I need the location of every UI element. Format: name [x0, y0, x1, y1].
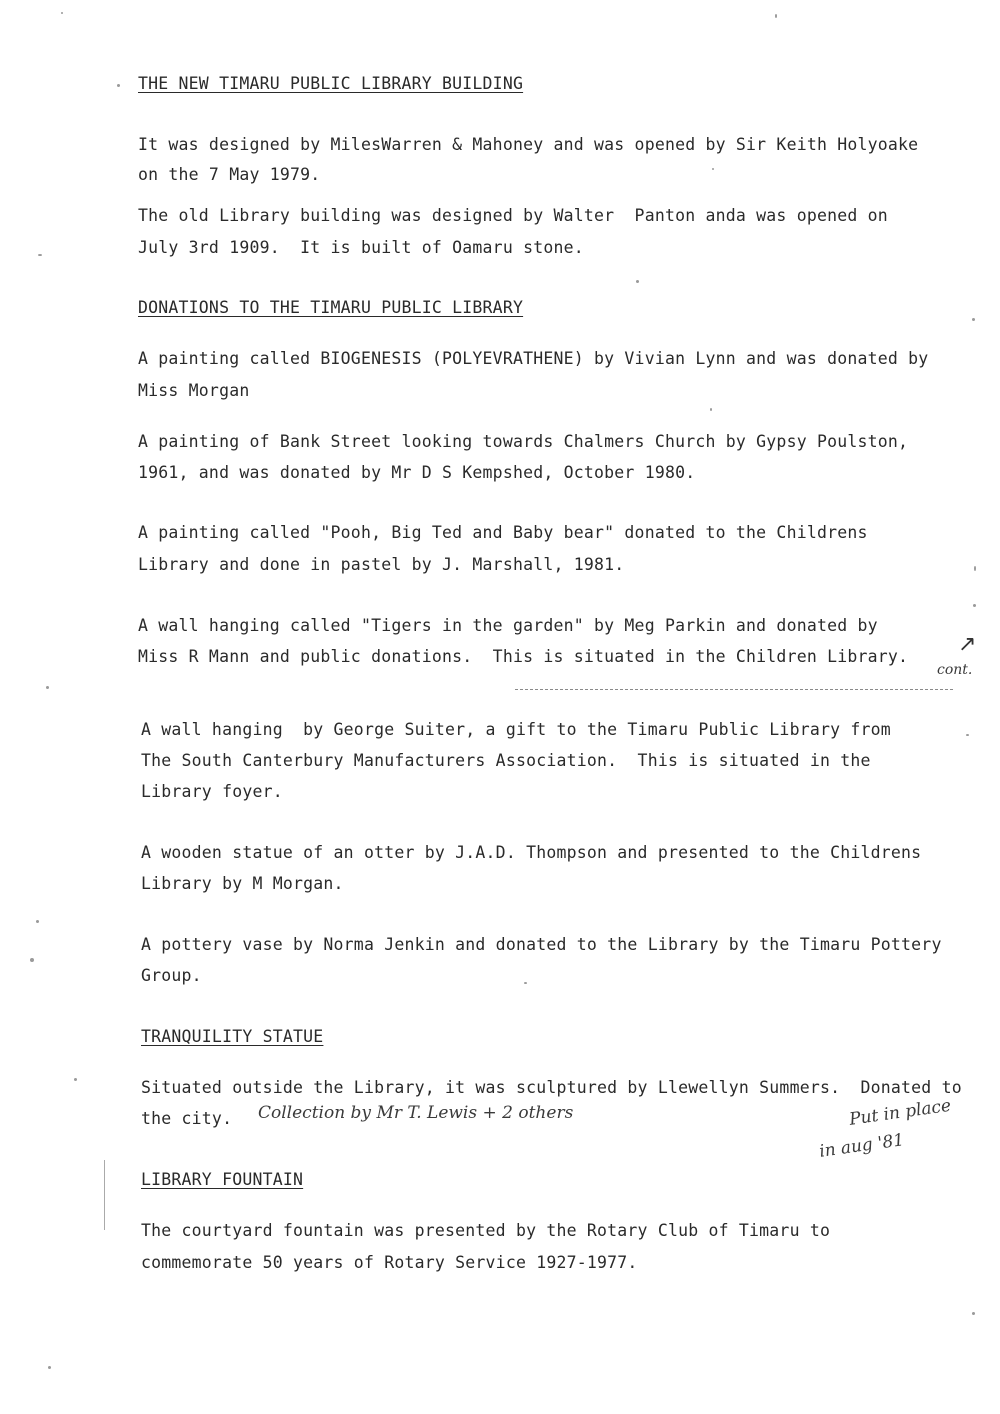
scan-speck	[30, 958, 34, 962]
paragraph-line: Library by M Morgan.	[141, 874, 344, 893]
margin-arrow-icon: ↗	[958, 632, 977, 657]
heading-tranquility-statue: TRANQUILITY STATUE	[141, 1027, 324, 1046]
paragraph-line: Group.	[141, 966, 202, 985]
paragraph-line: the city.	[141, 1109, 233, 1128]
paragraph-line: Miss Morgan	[138, 381, 250, 400]
scan-speck	[38, 254, 42, 256]
scan-speck	[966, 734, 969, 736]
paragraph-line: A painting called BIOGENESIS (POLYEVRATHENE) by Vivian Lynn and was donated by	[138, 349, 929, 368]
scan-speck	[710, 408, 712, 411]
margin-mark	[104, 1160, 111, 1230]
scan-speck	[636, 280, 639, 283]
scan-speck	[117, 84, 120, 87]
handwritten-note-put-in-place: Put in place	[848, 1095, 953, 1130]
paragraph-line: The old Library building was designed by Walter Panton anda was opened on	[138, 206, 888, 225]
paragraph-line: It was designed by MilesWarren & Mahoney and was opened by Sir Keith Holyoake	[138, 135, 919, 154]
scan-speck	[775, 14, 777, 18]
scan-speck	[524, 982, 527, 984]
scan-speck	[972, 1312, 975, 1315]
paragraph-line: commemorate 50 years of Rotary Service 1927-1977.	[141, 1253, 638, 1272]
heading-library-fountain: LIBRARY FOUNTAIN	[141, 1170, 304, 1189]
scan-speck	[46, 686, 49, 689]
paragraph-line: A painting of Bank Street looking towards Chalmers Church by Gypsy Poulston,	[138, 432, 909, 451]
paragraph-line: The South Canterbury Manufacturers Association. This is situated in the	[141, 751, 871, 770]
scan-speck	[36, 920, 39, 923]
handwritten-note-collection: Collection by Mr T. Lewis + 2 others	[258, 1103, 574, 1123]
paragraph-line: A wooden statue of an otter by J.A.D. Thompson and presented to the Childrens	[141, 843, 922, 862]
paragraph-line: Situated outside the Library, it was sculptured by Llewellyn Summers. Donated to	[141, 1078, 962, 1097]
paragraph-line: on the 7 May 1979.	[138, 165, 321, 184]
paragraph-line: 1961, and was donated by Mr D S Kempshed, October 1980.	[138, 463, 696, 482]
scan-speck	[974, 566, 976, 571]
scan-speck	[972, 318, 975, 321]
paragraph-line: A wall hanging called "Tigers in the garden" by Meg Parkin and donated by	[138, 616, 878, 635]
heading-donations: DONATIONS TO THE TIMARU PUBLIC LIBRARY	[138, 298, 524, 317]
scan-speck	[74, 1078, 77, 1081]
paragraph-line: A pottery vase by Norma Jenkin and donated to the Library by the Timaru Pottery	[141, 935, 942, 954]
scan-speck	[48, 1366, 51, 1369]
paragraph-line: Library and done in pastel by J. Marshall, 1981.	[138, 555, 625, 574]
paragraph-line: A painting called "Pooh, Big Ted and Baby bear" donated to the Childrens	[138, 523, 868, 542]
handwritten-margin-note: cont.	[937, 662, 973, 678]
scan-speck	[973, 604, 976, 607]
scan-speck	[61, 12, 63, 14]
paragraph-line: Library foyer.	[141, 782, 283, 801]
scan-speck	[712, 168, 714, 170]
handwritten-note-date: in aug '81	[818, 1130, 906, 1162]
paragraph-line: Miss R Mann and public donations. This is situated in the Children Library.	[138, 647, 909, 666]
paragraph-line: July 3rd 1909. It is built of Oamaru stone.	[138, 238, 584, 257]
paragraph-line: The courtyard fountain was presented by the Rotary Club of Timaru to	[141, 1221, 831, 1240]
paragraph-line: A wall hanging by George Suiter, a gift to the Timaru Public Library from	[141, 720, 891, 739]
dashed-divider	[515, 689, 953, 690]
heading-new-library-building: THE NEW TIMARU PUBLIC LIBRARY BUILDING	[138, 74, 524, 93]
